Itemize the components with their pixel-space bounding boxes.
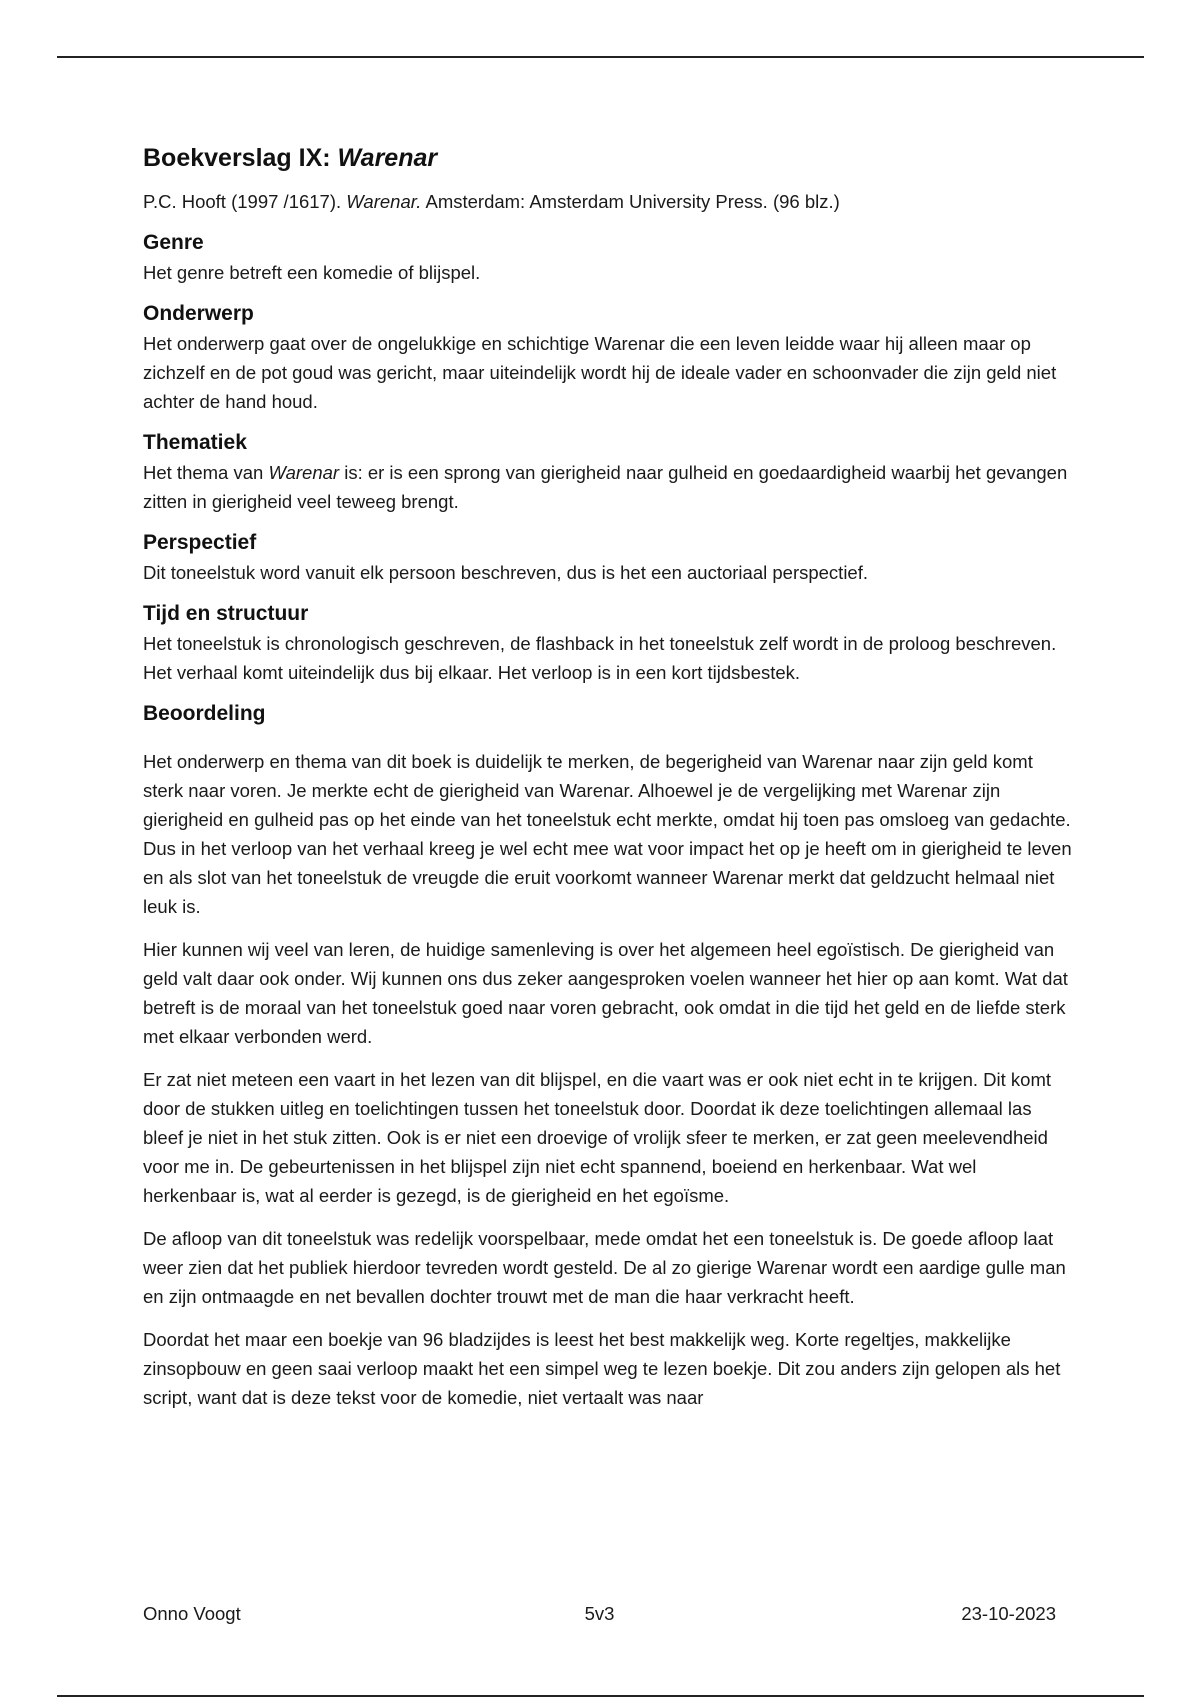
footer-class: 5v3 [584,1603,615,1624]
footer-date: 23-10-2023 [961,1603,1056,1624]
thematiek-suffix: is: er is een sprong van gierigheid naar gulheid en goedaardigheid waarbij het gevangen zitten in gierigheid veel teweeg brengt. [143,462,1068,512]
section-text-perspectief: Dit toneelstuk word vanuit elk persoon beschreven, dus is het een auctoriaal perspectief. [143,562,868,583]
page-footer [143,1600,1056,1628]
section-tijd-en-structuur [143,599,1073,687]
citation [143,188,1073,216]
footer-author: Onno Voogt [143,1603,241,1624]
document-body [143,140,1073,1412]
section-genre [143,228,1073,287]
citation-suffix: Amsterdam: Amsterdam University Press. (96 blz.) [421,191,840,212]
title-prefix: Boekverslag IX: [143,144,338,172]
section-heading-onderwerp: Onderwerp [143,302,254,325]
section-beoordeling [143,699,1073,1412]
section-heading-perspectief: Perspectief [143,531,257,554]
thematiek-prefix: Het thema van [143,462,269,483]
header-rule [57,56,1144,58]
review-paragraph: Het onderwerp en thema van dit boek is duidelijk te merken, de begerigheid van Warenar naar zijn geld komt sterk naar voren. Je merkte echt de gierigheid van Warenar. Alhoewel je de vergelijking met Warenar zijn gierigheid en gulheid pas op het einde van het toneelstuk echt merkte, omdat hij toen pas omsloeg van gedachte. Dus in het verloop van het verhaal kreeg je wel echt mee wat voor impact het op je heeft om in gierigheid te leven en als slot van het toneelstuk de vreugde die eruit voorkomt wanneer Warenar merkt dat geldzucht helmaal niet leuk is. [143,751,1072,917]
review-paragraph: Er zat niet meteen een vaart in het lezen van dit blijspel, en die vaart was er ook niet echt in te krijgen. Dit komt door de stukken uitleg en toelichtingen tussen het toneelstuk door. Doordat ik deze toelichtingen allemaal las bleef je niet in het stuk zitten. Ook is er niet een droevige of vrolijk sfeer te merken, er zat geen meelevendheid voor me in. De gebeurtenissen in het blijspel zijn niet echt spannend, boeiend en herkenbaar. Wat wel herkenbaar is, wat al eerder is gezegd, is de gierigheid en het egoïsme. [143,1069,1051,1206]
citation-prefix: P.C. Hooft (1997 /1617). [143,191,347,212]
section-text-thematiek [143,458,1073,516]
document-title [143,140,1073,176]
section-onderwerp [143,299,1073,416]
section-thematiek [143,428,1073,516]
section-text-onderwerp: Het onderwerp gaat over de ongelukkige en schichtige Warenar die een leven leidde waar hij alleen maar op zichzelf en de pot goud was gericht, maar uiteindelijk wordt hij de ideale vader en schoonvader die zijn geld niet achter de hand houd. [143,333,1057,412]
section-heading-thematiek: Thematiek [143,431,247,454]
review-paragraph: Hier kunnen wij veel van leren, de huidige samenleving is over het algemeen heel egoïstisch. De gierigheid van geld valt daar ook onder. Wij kunnen ons dus zeker aangesproken voelen wanneer het hier op aan komt. Wat dat betreft is de moraal van het toneelstuk goed naar voren gebracht, ook omdat in die tijd het geld en de liefde sterk met elkaar verbonden werd. [143,939,1068,1047]
section-heading-genre: Genre [143,231,204,254]
citation-work: Warenar. [346,191,422,212]
section-heading-tijd-en-structuur: Tijd en structuur [143,602,309,625]
thematiek-work: Warenar [268,462,340,483]
section-heading-beoordeling: Beoordeling [143,702,266,725]
title-work: Warenar [337,144,438,172]
review-paragraph: Doordat het maar een boekje van 96 bladzijdes is leest het best makkelijk weg. Korte regeltjes, makkelijke zinsopbouw en geen saai verloop maakt het een simpel weg te lezen boekje. Dit zou anders zijn gelopen als het script, want dat is deze tekst voor de komedie, niet vertaalt was naar [143,1329,1061,1408]
section-text-genre: Het genre betreft een komedie of blijspel. [143,262,481,283]
footer-rule [57,1695,1144,1697]
review-paragraph: De afloop van dit toneelstuk was redelijk voorspelbaar, mede omdat het een toneelstuk is. De goede afloop laat weer zien dat het publiek hierdoor tevreden wordt gesteld. De al zo gierige Warenar wordt een aardige gulle man en zijn ontmaagde en net bevallen dochter trouwt met de man die haar verkracht heeft. [143,1228,1066,1307]
section-text-tijd-en-structuur: Het toneelstuk is chronologisch geschreven, de flashback in het toneelstuk zelf wordt in de proloog beschreven. Het verhaal komt uiteindelijk dus bij elkaar. Het verloop is in een kort tijdsbestek. [143,633,1057,683]
section-perspectief [143,528,1073,587]
